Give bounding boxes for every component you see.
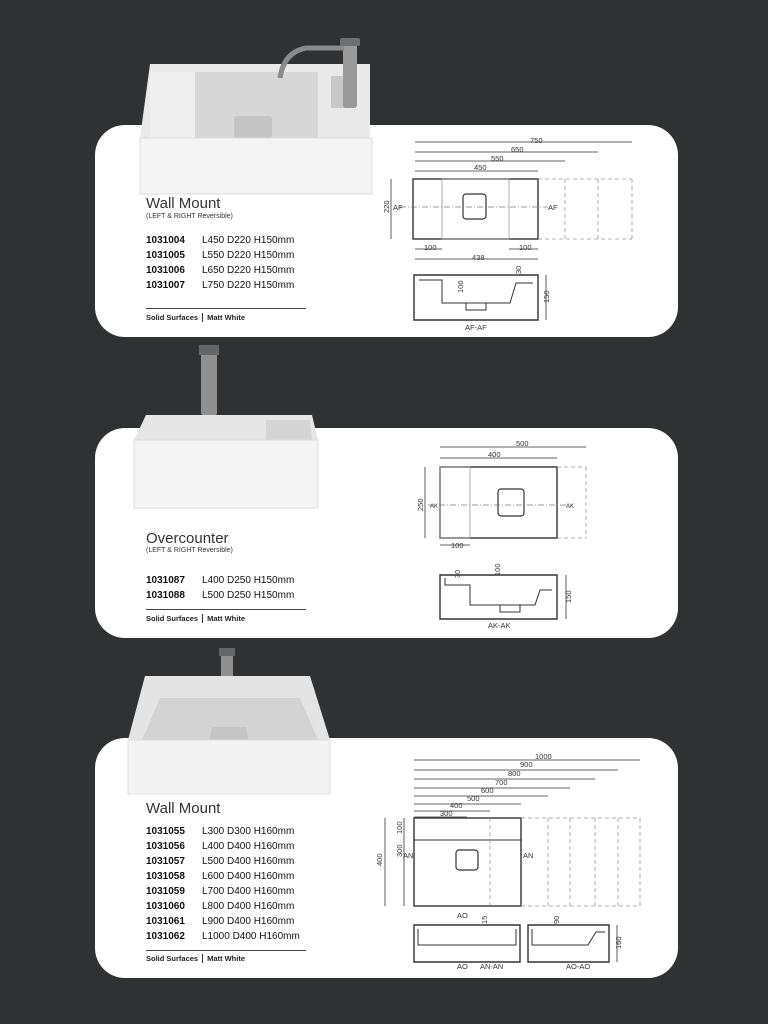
finish: Matt White [207,313,246,322]
dim-label: 400 [450,801,463,810]
dim-label: 500 [516,439,529,448]
section-mark: AO [457,911,468,920]
dim-label: 220 [382,200,391,213]
product-code: 1031058 [146,871,185,882]
product-dims: L900 D400 H160mm [202,916,295,927]
dim-label: 900 [520,760,533,769]
product-code: 1031057 [146,856,185,867]
product-dims: L800 D400 H160mm [202,901,295,912]
dim-label: 800 [508,769,521,778]
section-title: Wall Mount [146,800,221,817]
dim-label: 400 [375,853,384,866]
product-dims: L650 D220 H150mm [202,265,295,276]
section-mark: AK [430,504,439,510]
section-mark: AF [393,203,403,212]
section-label: AN-AN [480,962,504,971]
product-dims: L400 D400 H160mm [202,841,295,852]
dim-label: 550 [491,154,504,163]
section-label: AO-AO [566,962,591,971]
section-subtitle: (LEFT & RIGHT Reversible) [146,547,233,554]
drawing-3 [385,760,640,962]
section-mark: AF [548,203,558,212]
drawing-1 [391,142,632,320]
section-mark: AN [523,851,534,860]
drawing-2 [425,447,586,619]
dim-label: 400 [488,450,501,459]
dim-label: 250 [416,498,425,511]
section-title: Overcounter [146,530,229,547]
dim-label: 600 [481,786,494,795]
dim-label: 100 [519,243,532,252]
dim-label: 100 [424,243,437,252]
dim-label: 750 [530,136,543,145]
section-mark: AN [403,851,414,860]
section-mark: AO [457,962,468,971]
product-dims: L550 D220 H150mm [202,250,295,261]
product-dims: L400 D250 H150mm [202,575,295,586]
material: Solid Surfaces [146,313,199,322]
material: Solid Surfaces [146,954,199,963]
dim-label: 438 [472,253,485,262]
product-code: 1031006 [146,265,185,276]
product-code: 1031087 [146,575,185,586]
section-mark: AK [566,504,575,510]
dim-label: 700 [495,778,508,787]
dim-label: 1000 [535,752,552,761]
product-code: 1031088 [146,590,185,601]
product-dims: L600 D400 H160mm [202,871,295,882]
dim-label: 150 [542,290,551,303]
product-dims: L700 D400 H160mm [202,886,295,897]
dim-label: 100 [451,541,464,550]
product-dims: L450 D220 H150mm [202,235,295,246]
product-code: 1031004 [146,235,185,246]
dim-label: 90 [552,915,561,924]
material: Solid Surfaces [146,614,199,623]
section-label: AK-AK [488,621,511,630]
section-subtitle: (LEFT & RIGHT Reversible) [146,213,233,220]
dim-label: 15 [480,915,489,924]
product-dims: L500 D250 H150mm [202,590,295,601]
dim-label: 300 [395,844,404,857]
dim-label: 300 [440,809,453,818]
finish: Matt White [207,614,246,623]
dim-label: 100 [456,280,465,293]
product-code: 1031062 [146,931,185,942]
dim-label: 150 [564,590,573,603]
dim-label: 450 [474,163,487,172]
product-dims: L300 D300 H160mm [202,826,295,837]
product-code: 1031059 [146,886,185,897]
product-code: 1031060 [146,901,185,912]
product-dims: L500 D400 H160mm [202,856,295,867]
product-code: 1031055 [146,826,185,837]
dim-label: 100 [493,563,502,576]
product-code: 1031061 [146,916,185,927]
dim-label: 160 [614,936,623,949]
product-dims: L750 D220 H150mm [202,280,295,291]
drawing-3-labels [375,752,623,971]
section-title: Wall Mount [146,195,221,212]
product-code: 1031005 [146,250,185,261]
finish: Matt White [207,954,246,963]
dim-label: 30 [453,569,462,578]
product-code: 1031007 [146,280,185,291]
dim-label: 30 [514,265,523,274]
product-dims: L1000 D400 H160mm [202,931,300,942]
dim-label: 650 [511,145,524,154]
section-label: AF-AF [465,323,487,332]
product-code: 1031056 [146,841,185,852]
dim-label: 100 [395,821,404,834]
dim-label: 500 [467,794,480,803]
